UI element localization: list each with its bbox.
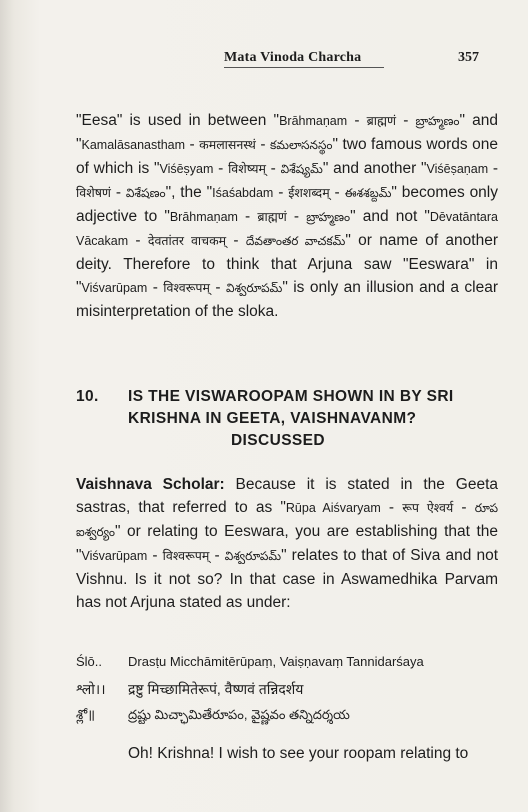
term-devanagari: विश्वरूपम्: [162, 548, 210, 563]
text-run: " and not ": [350, 208, 430, 225]
term-roman: Rūpa Aiśvaryam: [285, 501, 381, 515]
term-devanagari: ब्राह्मणं: [366, 113, 397, 128]
separator: -: [147, 547, 163, 564]
text-run: " two famous words one of which is ": [76, 136, 498, 177]
translation-line: Oh! Krishna! I wish to see your roopam relating to: [128, 745, 469, 762]
text-run: " or relating to Eeswara, you are establishing that the ": [76, 523, 498, 564]
term-devanagari: विशेष्यम्: [228, 161, 266, 176]
term-devanagari: विशेषणं: [76, 185, 111, 200]
page-number: 357: [458, 50, 479, 65]
term-roman: Viśvarūpam: [81, 549, 148, 563]
separator: -: [265, 160, 281, 177]
term-roman: Brāhmaṇam: [279, 114, 348, 128]
term-telugu: బ్రాహ్మణం: [415, 114, 460, 128]
running-title: Mata Vinoda Charcha: [224, 50, 362, 65]
separator: -: [286, 208, 307, 225]
verse-text: द्रष्टु मिच्छामितेरूपं, वैष्णवं तन्निदर्शय: [128, 681, 304, 697]
term-telugu: దేవతాంతర వాచకమ్: [245, 234, 346, 248]
speaker-label: Vaishnava Scholar:: [76, 476, 225, 493]
separator: -: [329, 184, 345, 201]
term-roman: Viśēṣyam: [159, 162, 214, 176]
term-devanagari: देवतांतर वाचकम्: [147, 233, 227, 248]
term-devanagari: रूप ऐश्वर्य: [402, 500, 454, 515]
term-telugu: ఈశశబ్దమ్: [344, 186, 392, 200]
text-run: "Eesa" is used in between ": [76, 112, 280, 129]
term-telugu: బ్రాహ్మణం: [306, 210, 351, 224]
separator: -: [380, 499, 403, 516]
separator: -: [237, 208, 258, 225]
verse-devanagari: [76, 680, 303, 699]
term-devanagari: विश्वरूपम्: [163, 280, 211, 295]
term-devanagari: ईशशब्दम्: [288, 185, 330, 200]
separator: -: [209, 547, 225, 564]
paragraph-eesa: [76, 109, 498, 323]
term-telugu: విశ్వరూపమ్: [224, 549, 282, 563]
term-telugu: రూప ఐశ్వర్యం: [76, 501, 498, 539]
term-roman: Brāhmaṇam: [169, 210, 238, 224]
section-number: 10.: [76, 388, 99, 405]
separator: -: [255, 136, 270, 153]
term-roman: Dēvatāntara Vācakam: [76, 210, 498, 248]
separator: -: [396, 112, 416, 129]
separator: -: [347, 112, 367, 129]
term-telugu: విశేష్యమ్: [280, 162, 323, 176]
term-roman: Viśēṣaṇam: [426, 162, 489, 176]
term-roman: Kamalāsanastham: [81, 138, 186, 152]
separator: -: [128, 232, 148, 249]
text-run: ", the ": [165, 184, 213, 201]
term-roman: Iśaśabdam: [212, 186, 274, 200]
sloka-marker: Ślō..: [76, 654, 103, 669]
separator: -: [110, 184, 126, 201]
verse-text: ద్రష్టు మిచ్ఛామితేరూపం, వైష్ణవం తన్నిదర్శయ: [128, 707, 350, 722]
verse-telugu: [76, 707, 350, 726]
header-underline: [224, 67, 384, 68]
text-run: " or name of another deity. Therefore to think that Arjuna saw "Eeswara" in ": [76, 232, 499, 296]
verse-text: Drasṭu Micchāmitērūpaṃ, Vaiṣṇavaṃ Tannidarśaya: [128, 654, 424, 669]
sloka-marker: శ్లో॥: [76, 707, 95, 722]
separator: -: [185, 136, 200, 153]
verse-roman: [76, 654, 424, 669]
paragraph-text: [76, 109, 498, 323]
term-telugu: కమలాసనస్థం: [269, 138, 333, 152]
text-run: Because it is stated in the Geeta sastras, that referred to as ": [76, 476, 498, 516]
term-telugu: విశేషణం: [125, 186, 166, 200]
term-roman: Viśvarūpam: [81, 281, 148, 295]
separator: -: [273, 184, 289, 201]
section-title: [128, 386, 508, 452]
term-devanagari: ब्राह्मणं: [257, 209, 287, 224]
heading-line-1: IS THE VISWAROOPAM SHOWN IN BY SRI: [128, 388, 454, 405]
separator: -: [213, 160, 229, 177]
text-run: " and ": [76, 112, 498, 153]
heading-line-3: DISCUSSED: [230, 432, 326, 449]
separator: -: [453, 499, 475, 516]
text-run: " becomes only adjective to ": [76, 184, 498, 225]
separator: -: [226, 232, 246, 249]
separator: -: [488, 160, 499, 177]
separator: -: [147, 279, 164, 296]
text-run: " relates to that of Siva and not Vishnu. Is it not so? In that case in Aswamedhika Parvam has not Arjuna stated as under:: [76, 547, 498, 611]
term-devanagari: कमलासनस्थं: [199, 137, 256, 152]
heading-line-2: KRISHNA IN GEETA, VAISHNAVANM?: [128, 410, 417, 427]
term-telugu: విశ్వరూపమ్: [225, 281, 283, 295]
text-run: " is only an illusion and a clear misinterpretation of the sloka.: [76, 279, 498, 320]
paragraph-scholar: [76, 473, 498, 614]
sloka-marker: श्लो।।: [76, 681, 106, 697]
separator: -: [210, 279, 226, 296]
text-run: " and another ": [322, 160, 427, 177]
